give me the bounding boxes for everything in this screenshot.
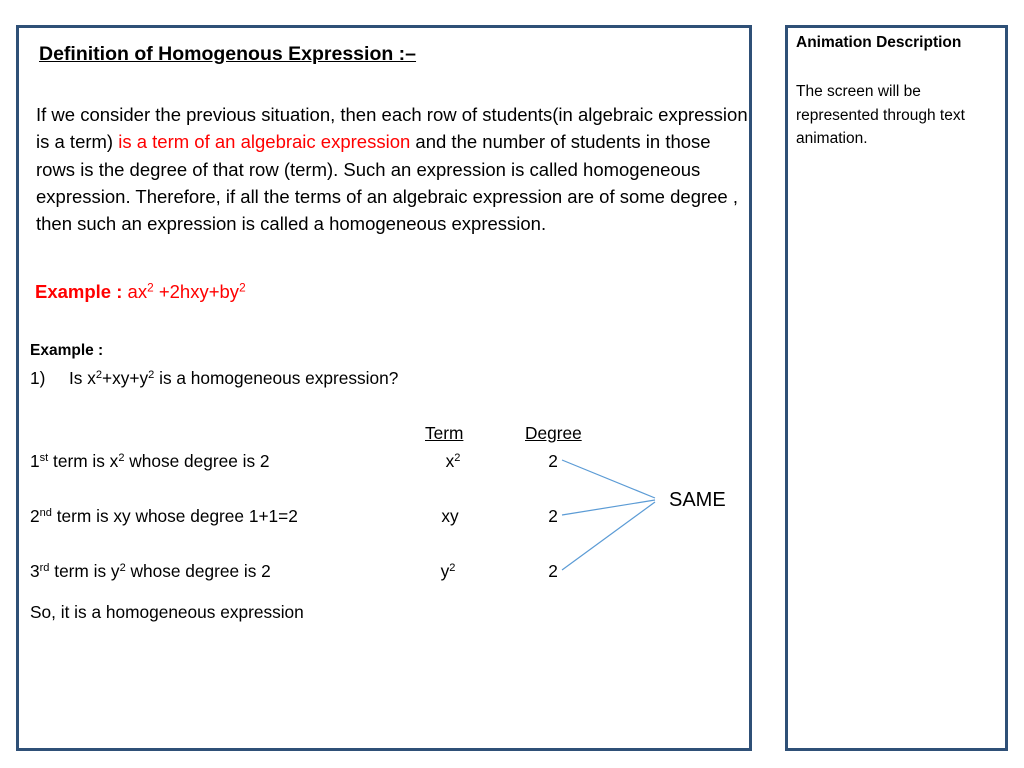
question-b: +xy+y [102,368,149,388]
row-1-desc-sup: 2 [118,451,125,464]
question-number: 1) [30,368,46,388]
row-2-ordinal: 2 [30,506,40,526]
row-3-term-base: y [440,561,450,581]
example-label: Example : [35,281,128,302]
row-2-term [420,506,480,527]
row-3-degree: 2 [548,561,558,581]
same-label: SAME [669,489,726,511]
animation-description-panel [785,25,1008,751]
row-1-term [423,451,483,472]
slide-title: Definition of Homogenous Expression :– [39,43,417,65]
row-1-desc-b: whose degree is 2 [124,451,270,471]
row-3-term [418,561,478,582]
row-3-desc-sup: 2 [119,561,126,574]
row-3-desc-b: whose degree is 2 [125,561,271,581]
term-column-header: Term [425,423,464,443]
row-1-ordinal-suffix: st [39,451,49,464]
example-2-label: Example : [30,342,104,359]
row-2-degree: 2 [548,506,558,526]
question-a: Is x [69,368,96,388]
example-expr-b: +2hxy+by [153,281,240,302]
paragraph-part-2: and the number of students in those rows is the degree of that row (term). Such an expression is called homogeneous expression. Therefore, if all the terms of an algebraic expression are of some degree , then such an expression is called a homogeneous expression. [36,131,738,235]
row-1-desc-a: term is x [48,451,119,471]
row-2-desc-a: term is xy whose degree 1+1=2 [51,506,298,526]
example-sup-a: 2 [147,280,154,295]
degree-column-header: Degree [525,423,582,443]
row-2-ordinal-suffix: nd [39,506,52,519]
side-panel-title: Animation Description [796,34,962,51]
row-3-description [30,561,271,582]
conclusion-text: So, it is a homogeneous expression [30,602,304,622]
connector-line-3 [562,502,655,570]
side-panel-text: The screen will be represented through text animation. [796,83,965,147]
row-1-term-base: x [445,451,455,471]
row-1-description [30,451,270,472]
row-1-degree: 2 [548,451,558,471]
row-3-term-sup: 2 [449,561,456,574]
example-sup-b: 2 [239,280,246,295]
connector-line-1 [562,460,655,498]
row-1-ordinal: 1 [30,451,40,471]
row-2-term-base: xy [441,506,459,526]
question-sup-a: 2 [95,368,103,381]
paragraph-highlight: is a term of an algebraic expression [118,131,411,153]
row-3-ordinal: 3 [30,561,40,581]
example-expression [35,281,246,303]
question-text [69,368,398,389]
question-sup-b: 2 [148,368,155,381]
example-expr-a: ax [127,281,148,302]
row-2-description [30,506,298,527]
row-3-desc-a: term is y [49,561,120,581]
connector-line-2 [562,500,655,515]
main-slide-panel [16,25,752,751]
row-3-ordinal-suffix: rd [39,561,50,574]
question-c: is a homogeneous expression? [154,368,399,388]
definition-paragraph [36,101,748,237]
row-1-term-sup: 2 [454,451,461,464]
paragraph-part-1: If we consider the previous situation, then each row of students(in algebraic expression is a term) [36,104,748,153]
